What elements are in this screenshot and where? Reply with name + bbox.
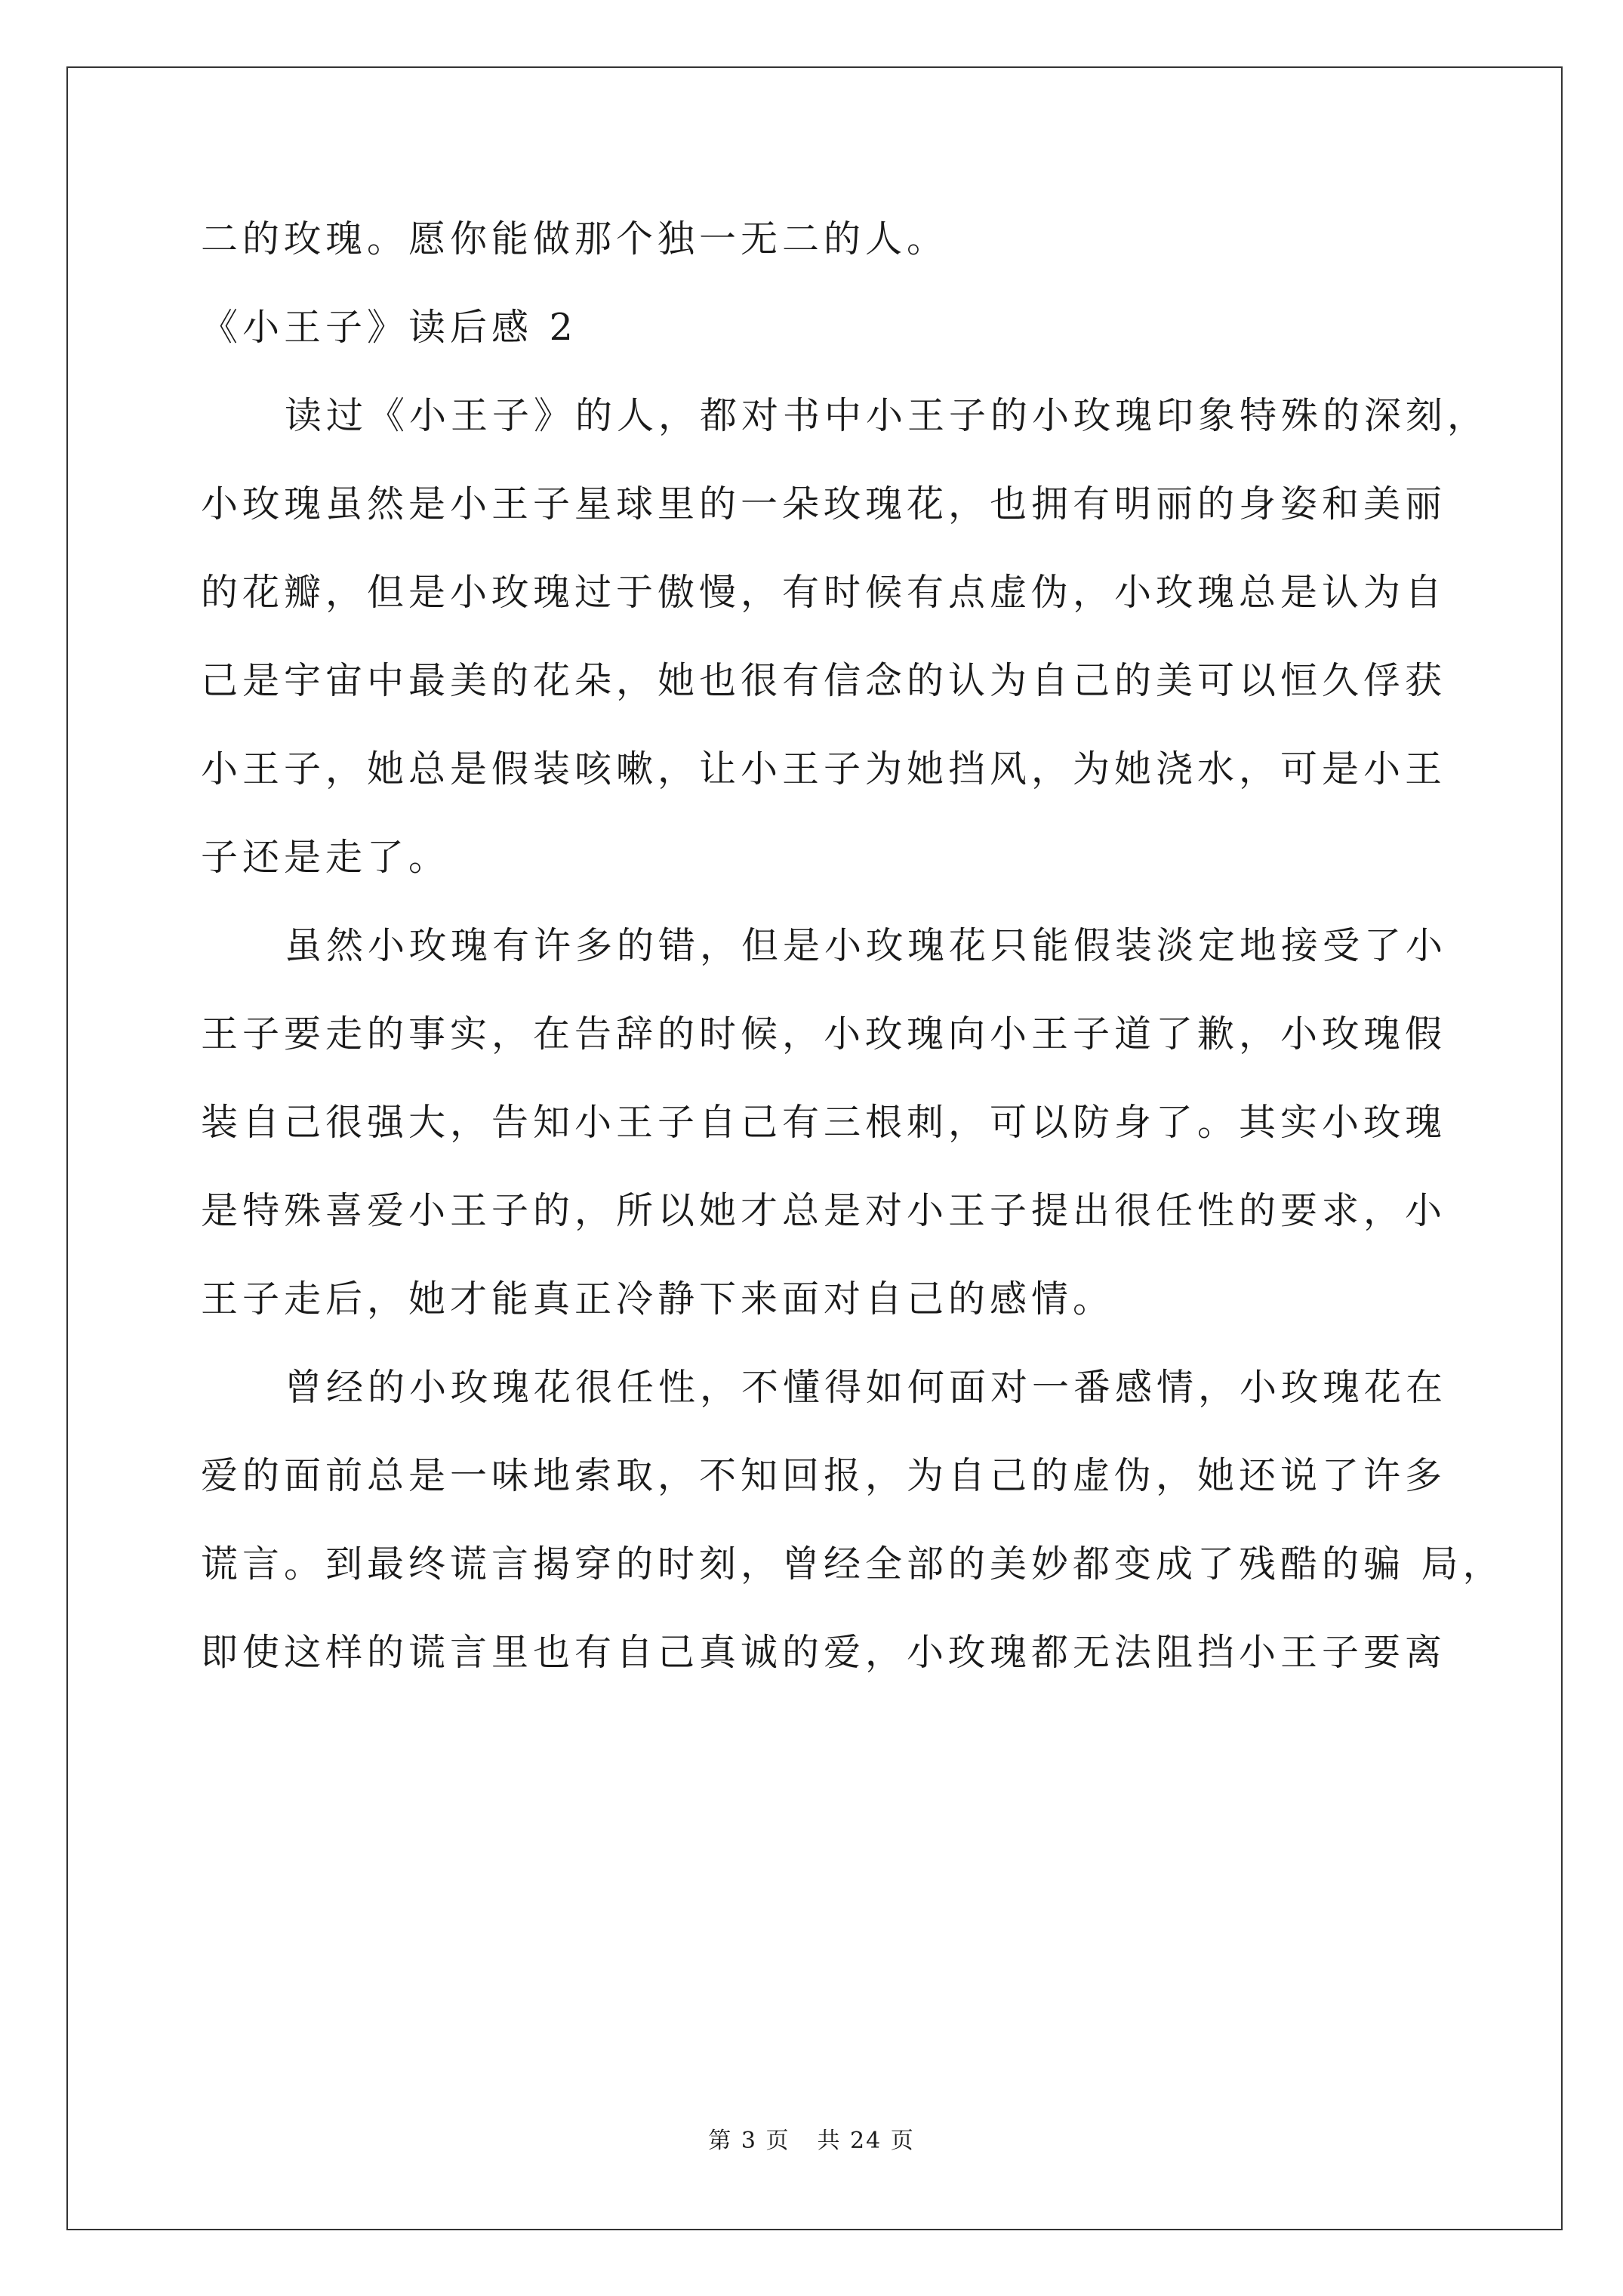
page-number: 第 3 页 xyxy=(708,2128,790,2154)
text-line: 曾经的小玫瑰花很任性，不懂得如何面对一番感情，小玫瑰花在 xyxy=(285,1366,1448,1409)
text-line: 爱的面前总是一味地索取，不知回报，为自己的虚伪，她还说了许多 xyxy=(201,1454,1447,1497)
text-line: 王子要走的事实，在告辞的时候，小玫瑰向小王子道了歉，小玫瑰假 xyxy=(201,1012,1447,1056)
text-line: 装自己很强大，告知小王子自己有三根刺，可以防身了。其实小玫瑰 xyxy=(201,1101,1447,1144)
text-line: 小王子，她总是假装咳嗽，让小王子为她挡风，为她浇水，可是小王 xyxy=(201,747,1447,791)
text-line: 子还是走了。 xyxy=(201,836,451,879)
text-line: 谎言。到最终谎言揭穿的时刻，曾经全部的美妙都变成了残酷的骗 局， xyxy=(201,1542,1504,1586)
section-title: 《小王子》读后感 2 xyxy=(201,306,577,349)
text-line: 二的玫瑰。愿你能做那个独一无二的人。 xyxy=(201,217,949,260)
text-line: 小玫瑰虽然是小王子星球里的一朵玫瑰花，也拥有明丽的身姿和美丽 xyxy=(201,482,1447,525)
page-footer xyxy=(0,2122,1623,2155)
text-line: 读过《小王子》的人，都对书中小王子的小玫瑰印象特殊的深刻， xyxy=(285,394,1489,437)
page-total: 共 24 页 xyxy=(817,2128,915,2154)
text-line: 是特殊喜爱小王子的，所以她才总是对小王子提出很任性的要求，小 xyxy=(201,1189,1447,1232)
text-line: 王子走后，她才能真正冷静下来面对自己的感情。 xyxy=(201,1277,1115,1321)
text-line: 虽然小玫瑰有许多的错，但是小玫瑰花只能假装淡定地接受了小 xyxy=(285,924,1448,967)
text-line: 的花瓣，但是小玫瑰过于傲慢，有时候有点虚伪，小玫瑰总是认为自 xyxy=(201,571,1447,614)
text-line: 己是宇宙中最美的花朵，她也很有信念的认为自己的美可以恒久俘获 xyxy=(201,659,1447,702)
document-body xyxy=(201,195,1504,1697)
text-line: 即使这样的谎言里也有自己真诚的爱，小玫瑰都无法阻挡小王子要离 xyxy=(201,1631,1447,1674)
